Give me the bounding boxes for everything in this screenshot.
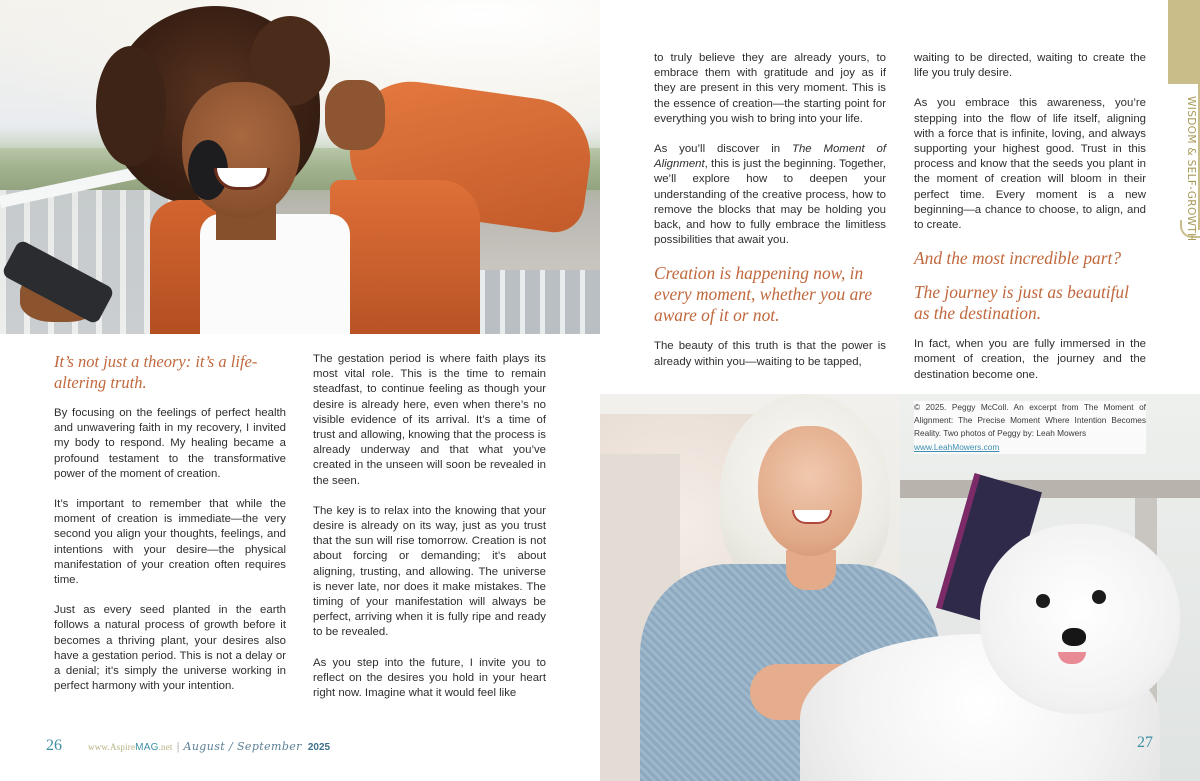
- pullquote: And the most incredible part?: [914, 248, 1122, 269]
- pullquote: Creation is happening now, in every moment, whether you are aware of it or not.: [654, 263, 873, 326]
- photo-credit: [914, 401, 1146, 454]
- paragraph: The key is to relax into the knowing that your desire is already on its way, just as you trust that the sun will rise tomorrow. Creation is not about forcing or demanding; it’s about aligning, trusting, and allowing. The universe is never late, nor does it make mistakes. The timing of your manifestation will always be perfect, arriving when it is fully ripe and ready to be revealed.: [313, 504, 546, 639]
- paragraph: In fact, when you are fully immersed in the moment of creation, the journey and the destination become one.: [914, 338, 1146, 381]
- page-number: 26: [46, 737, 62, 754]
- photo-woman-with-headphones: [0, 0, 600, 334]
- footer-divider: |: [176, 741, 180, 753]
- paragraph: to truly believe they are already yours, to embrace them with gratitude and joy as if they are present in this very moment. This is the essence of creation—the starting point for everything you wish to bring into your life.: [654, 52, 886, 125]
- page-footer-left: [46, 737, 330, 757]
- article-column-2: [313, 352, 546, 716]
- credit-text: © 2025. Peggy McColl. An excerpt from The Moment of Alignment: The Precise Moment Where Intention Becomes Reality. Two photos of Peggy by: Leah Mowers: [914, 402, 1146, 439]
- paragraph: By focusing on the feelings of perfect health and unwavering faith in my recovery, I invited my body to respond. My healing became a profound testament to the transformative power of the moment of creation.: [54, 407, 286, 480]
- paragraph: As you’ll discover in The Moment of Alignment, this is just the beginning. Together, we’ll explore how to deepen your understanding of the creative process, how to remove the blocks that may be holding you back, and how to fully embrace the limitless possibilities that await you.: [654, 143, 886, 247]
- paragraph: The gestation period is where faith plays its most vital role. This is the time to remain steadfast, to continue feeling as though your desire is already here, even when there’s no visible evidence of its arrival. It’s a time of trust and allowing, knowing that the process is already underway and that what you’ve created in the unseen will soon be revealed in the seen.: [313, 353, 546, 487]
- section-side-tab: [1168, 0, 1200, 240]
- article-column-1: [54, 352, 286, 709]
- paragraph: The beauty of this truth is that the power is already within you—waiting to be tapped,: [654, 340, 886, 368]
- paragraph: waiting to be directed, waiting to create the life you truly desire.: [914, 52, 1146, 80]
- article-column-4: [914, 51, 1146, 398]
- paragraph: Just as every seed planted in the earth follows a natural process of growth before it becomes a thriving plant, your desires also have a gestation period. This is not a delay or a denial; it’s simply the universe working in perfect harmony with your intention.: [54, 604, 286, 693]
- pullquote: It’s not just a theory: it’s a life-altering truth.: [54, 352, 258, 392]
- article-column-3: [654, 51, 886, 385]
- issue-year: 2025: [307, 742, 331, 753]
- section-label: WISDOM & SELF-GROWTH: [1185, 96, 1197, 242]
- paragraph: It’s important to remember that while the moment of creation is immediate—the very second you align your thoughts, feelings, and intentions with your desire—the physical manifestation of your creation often requires time.: [54, 498, 286, 587]
- issue-date: August / September: [183, 740, 302, 753]
- credit-link[interactable]: www.LeahMowers.com: [914, 441, 1000, 452]
- website-url[interactable]: www.AspireMAG.net: [88, 742, 173, 753]
- pullquote: The journey is just as beautiful as the destination.: [914, 282, 1129, 324]
- page-number: 27: [1137, 734, 1153, 751]
- paragraph: As you step into the future, I invite you to reflect on the desires you hold in your heart right now. Imagine what it would feel like: [313, 656, 546, 700]
- paragraph: As you embrace this awareness, you’re stepping into the flow of life itself, aligning with a force that is infinite, loving, and always supporting your highest good. Trust in this process and know that the seeds you plant in the moment of creation will bloom in their perfect time. Every moment is a new beginning—a chance to choose, to align, and to create.: [914, 97, 1146, 232]
- book-title: The Moment of Alignment: [654, 143, 886, 171]
